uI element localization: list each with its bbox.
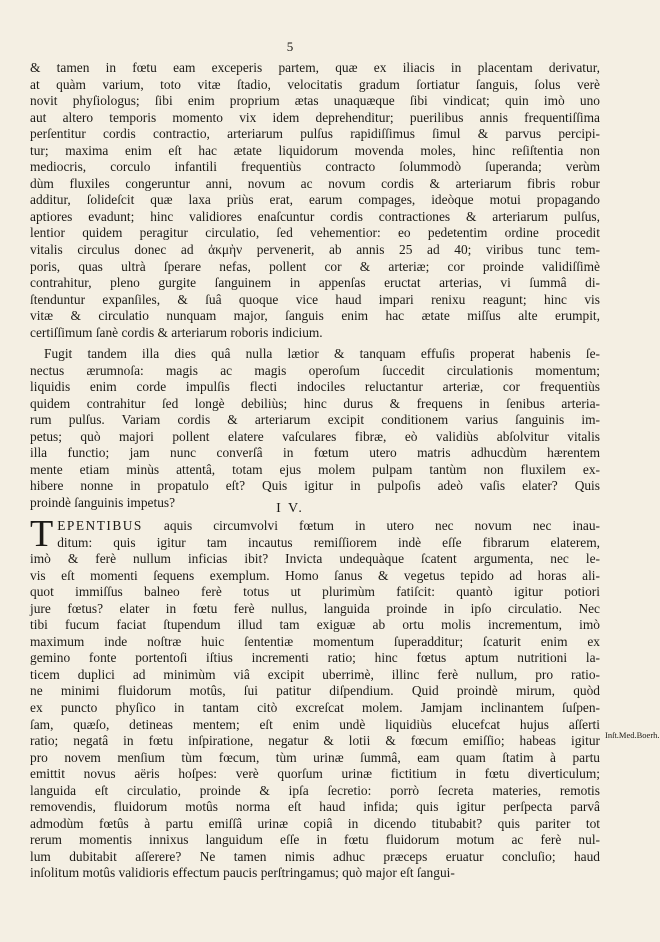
text-line: certiſſimum ſanè cordis & arteriarum roboris indicium. [30,324,323,340]
text-line: quidem contrahitur ſed longè debiliùs; hinc durus & frequens in ſenibus arteria- [30,395,600,411]
text-line: ditum: quis igitur tam incautus remiſſiorem indè eſſe fibrarum elaterem, [57,534,600,550]
text-line: dùm fluxiles congeruntur anni, novum ac novum cordis & arteriarum fibris robur [30,175,600,191]
text-line: vitæ & circulatio nunquam major, ſanguis enim hac ætate miſſus alte erumpit, [30,308,600,324]
text-line: lentior quidem peragitur circulatio, ſed vehementior: eo pedetentim ordine procedit [30,225,600,241]
text-line: rerum momentis innixus languidum eſſe in fœtu fluidorum motum ac ferè nul- [30,832,600,848]
text-line: jure fœtus? elater in fœtu ferè nullus, languida proinde in ipſo circulatio. Nec [30,600,600,616]
text-line: Fugit tandem illa dies quâ nulla lætior & tanquam effuſis properat habenis ſe- [44,346,600,361]
text-line: gemino fonte portentoſi iſtius incrementi ratio; hinc fœtus aptum nutritioni la- [30,650,600,666]
text-line: rum pulſus. Variam cordis & arteriarum excipit conditionem varius ſanguinis im- [30,412,600,428]
text-line: imò & ferè nullum inficias ibit? Invicta undequàque ſcatent argumenta, nec le- [30,551,600,567]
text-line: aut altero temporis momento vix idem deprehenditur; puerilibus annis frequentiſſima [30,109,600,125]
text-line: perſentitur cordis contractio, arteriarum pulſus rapidiſſimus ſimul & parvus percipi- [30,126,600,142]
text-line: poris, quas ultrà ſperare nefas, pollent cor & arteriæ; cor proinde validiſſimè [30,258,600,274]
text-line: maximum inde noſtræ huic ſententiæ momentum ſuperadditur; ſcaturit enim ex [30,633,600,649]
text-line: ratio; negatâ in fœtu inſpiratione, negatur & lotii & fœcum emiſſio; habeas igitur [30,733,600,749]
text-line: & tamen in fœtu eam exceperis partem, quæ ex iliacis in placentam derivatur, [30,60,600,75]
text-line: languida eſt circulatio, proinde & ipſa ſecretio: porrò ſecreta materies, remotis [30,782,600,798]
text-line: petus; quò majori pollent elatere vaſculares fibræ, eò validiùs abſolvitur vitalis [30,428,600,444]
text-line: hibere nonne in propatulo eſt? Quis igitur in pulpoſis adeò vaſis elater? Quis [30,478,600,494]
text-line: aptiores evadunt; hinc validiores enaſcuntur cordis contractiones & arteriarum pulſus, [30,208,600,224]
text-line: illa functio; jam nunc converſâ in fœtum utero matris adhucdùm hærentem [30,445,600,461]
text-line: proindè ſanguinis impetus? [30,494,176,510]
paragraph-3-lines [30,513,600,882]
margin-note: Inſt.Med.Boerh. [605,730,660,740]
text-line-rest: aquis circumvolvi fœtum in utero nec novum nec inau- [142,518,600,533]
text-line: lum dubitabit aſſerere? Ne tamen nimis adhuc præceps eruatur concluſio; haud [30,848,600,864]
page-number: 5 [286,39,294,54]
text-line: mente etiam minùs attentâ, totam ejus molem pulpam tantùm non fluxilem ex- [30,461,600,477]
text-line: liquidis enim corde impulſis flecti indociles reluctantur arteriæ, cor frequentiùs [30,379,600,395]
text-line: ſam, quæſo, detineas mentem; eſt enim undè liquidiùs elucefcat hujus aſſerti [30,716,600,732]
text-line: ex puncto phyſico in tantam citò excreſcat molem. Jamjam inclinantem ſuſpen- [30,700,600,716]
text-line: inſolitum motûs validioris effectum paucis perſtringamus; quò major eſt ſangui- [30,865,455,881]
text-line: nectus ærumnoſa: magis ac magis operoſum ſuccedit circulationis momentum; [30,362,600,378]
text-line: tur; maxima enim eſt hac ætate liquidorum movenda moles, hinc reſiſtentia non [30,142,600,158]
text-line: at quàm varium, toto vitæ ſtadio, velocitatis gradum ſortiatur ſanguis, ſolus verè [30,76,600,92]
text-line: vis eſt momenti ſequens exemplum. Homo ſanus & vegetus tepido ad horas ali- [30,567,600,583]
paragraph-1 [30,60,600,341]
text-line: ſtenduntur expanſiles, & ſuâ quoque vice haud impari renixu reagunt; hinc vis [30,291,600,307]
first-word: EPENTIBUS [57,518,143,533]
text-line: additur, ſolideſcit quæ laxa priùs erat, earum compages, ideòque motui propagando [30,192,600,208]
text-line: vitalis circulus donec ad ἀκμὴν pervenerit, ab annis 25 ad 40; viribus tunc tem- [30,242,600,258]
text-line: mediocris, corculo infantili frequentiùs contracto ſolummodò ſuperanda; verùm [30,159,600,175]
text-line: emittit novus aëris hoſpes: verè quorſum urinæ fictitium in fœtu diverticulum; [30,766,600,782]
text-line: contrahitur, pleno gurgite ſanguinem in appenſas eructat arterias, vi ſummâ di- [30,275,600,291]
text-line: novit phyſiologus; ſibi enim proprium ætas unaquæque ſibi vindicat; quin imò uno [30,93,600,109]
text-line: ticem duplici ad minimùm viâ excipit uberrimè, illinc ferè nullum, pro ratio- [30,666,600,682]
paragraph-2 [30,346,600,511]
text-line: removendis, fluidorum motûs norma eſt haud infida; quis igitur perſpecta parvâ [30,799,600,815]
text-line: pro novem menſium tùm fœcum, tùm urinæ ſummâ, eam quam ſtatim à partu [30,749,600,765]
section-numeral: I V. [276,501,304,516]
text-line: admodùm fœtûs à partu emiſſâ urinæ copiâ in dicendo titubabit? quis pariter tot [30,815,600,831]
text-line: quot immiſſus balneo ferè totus ut plurimùm fatiſcit: quantò igitur potiori [30,584,600,600]
text-line [30,518,600,535]
text-line: ne minimi fluidorum motûs, ſui patitur diſpendium. Quid proindè mirum, quòd [30,683,600,699]
text-line: tibi fucum faciat ſtupendum illud tam exiguæ ab ortu molis incrementum, imò [30,617,600,633]
drop-cap: T [30,513,54,555]
paragraph-3 [30,513,600,882]
